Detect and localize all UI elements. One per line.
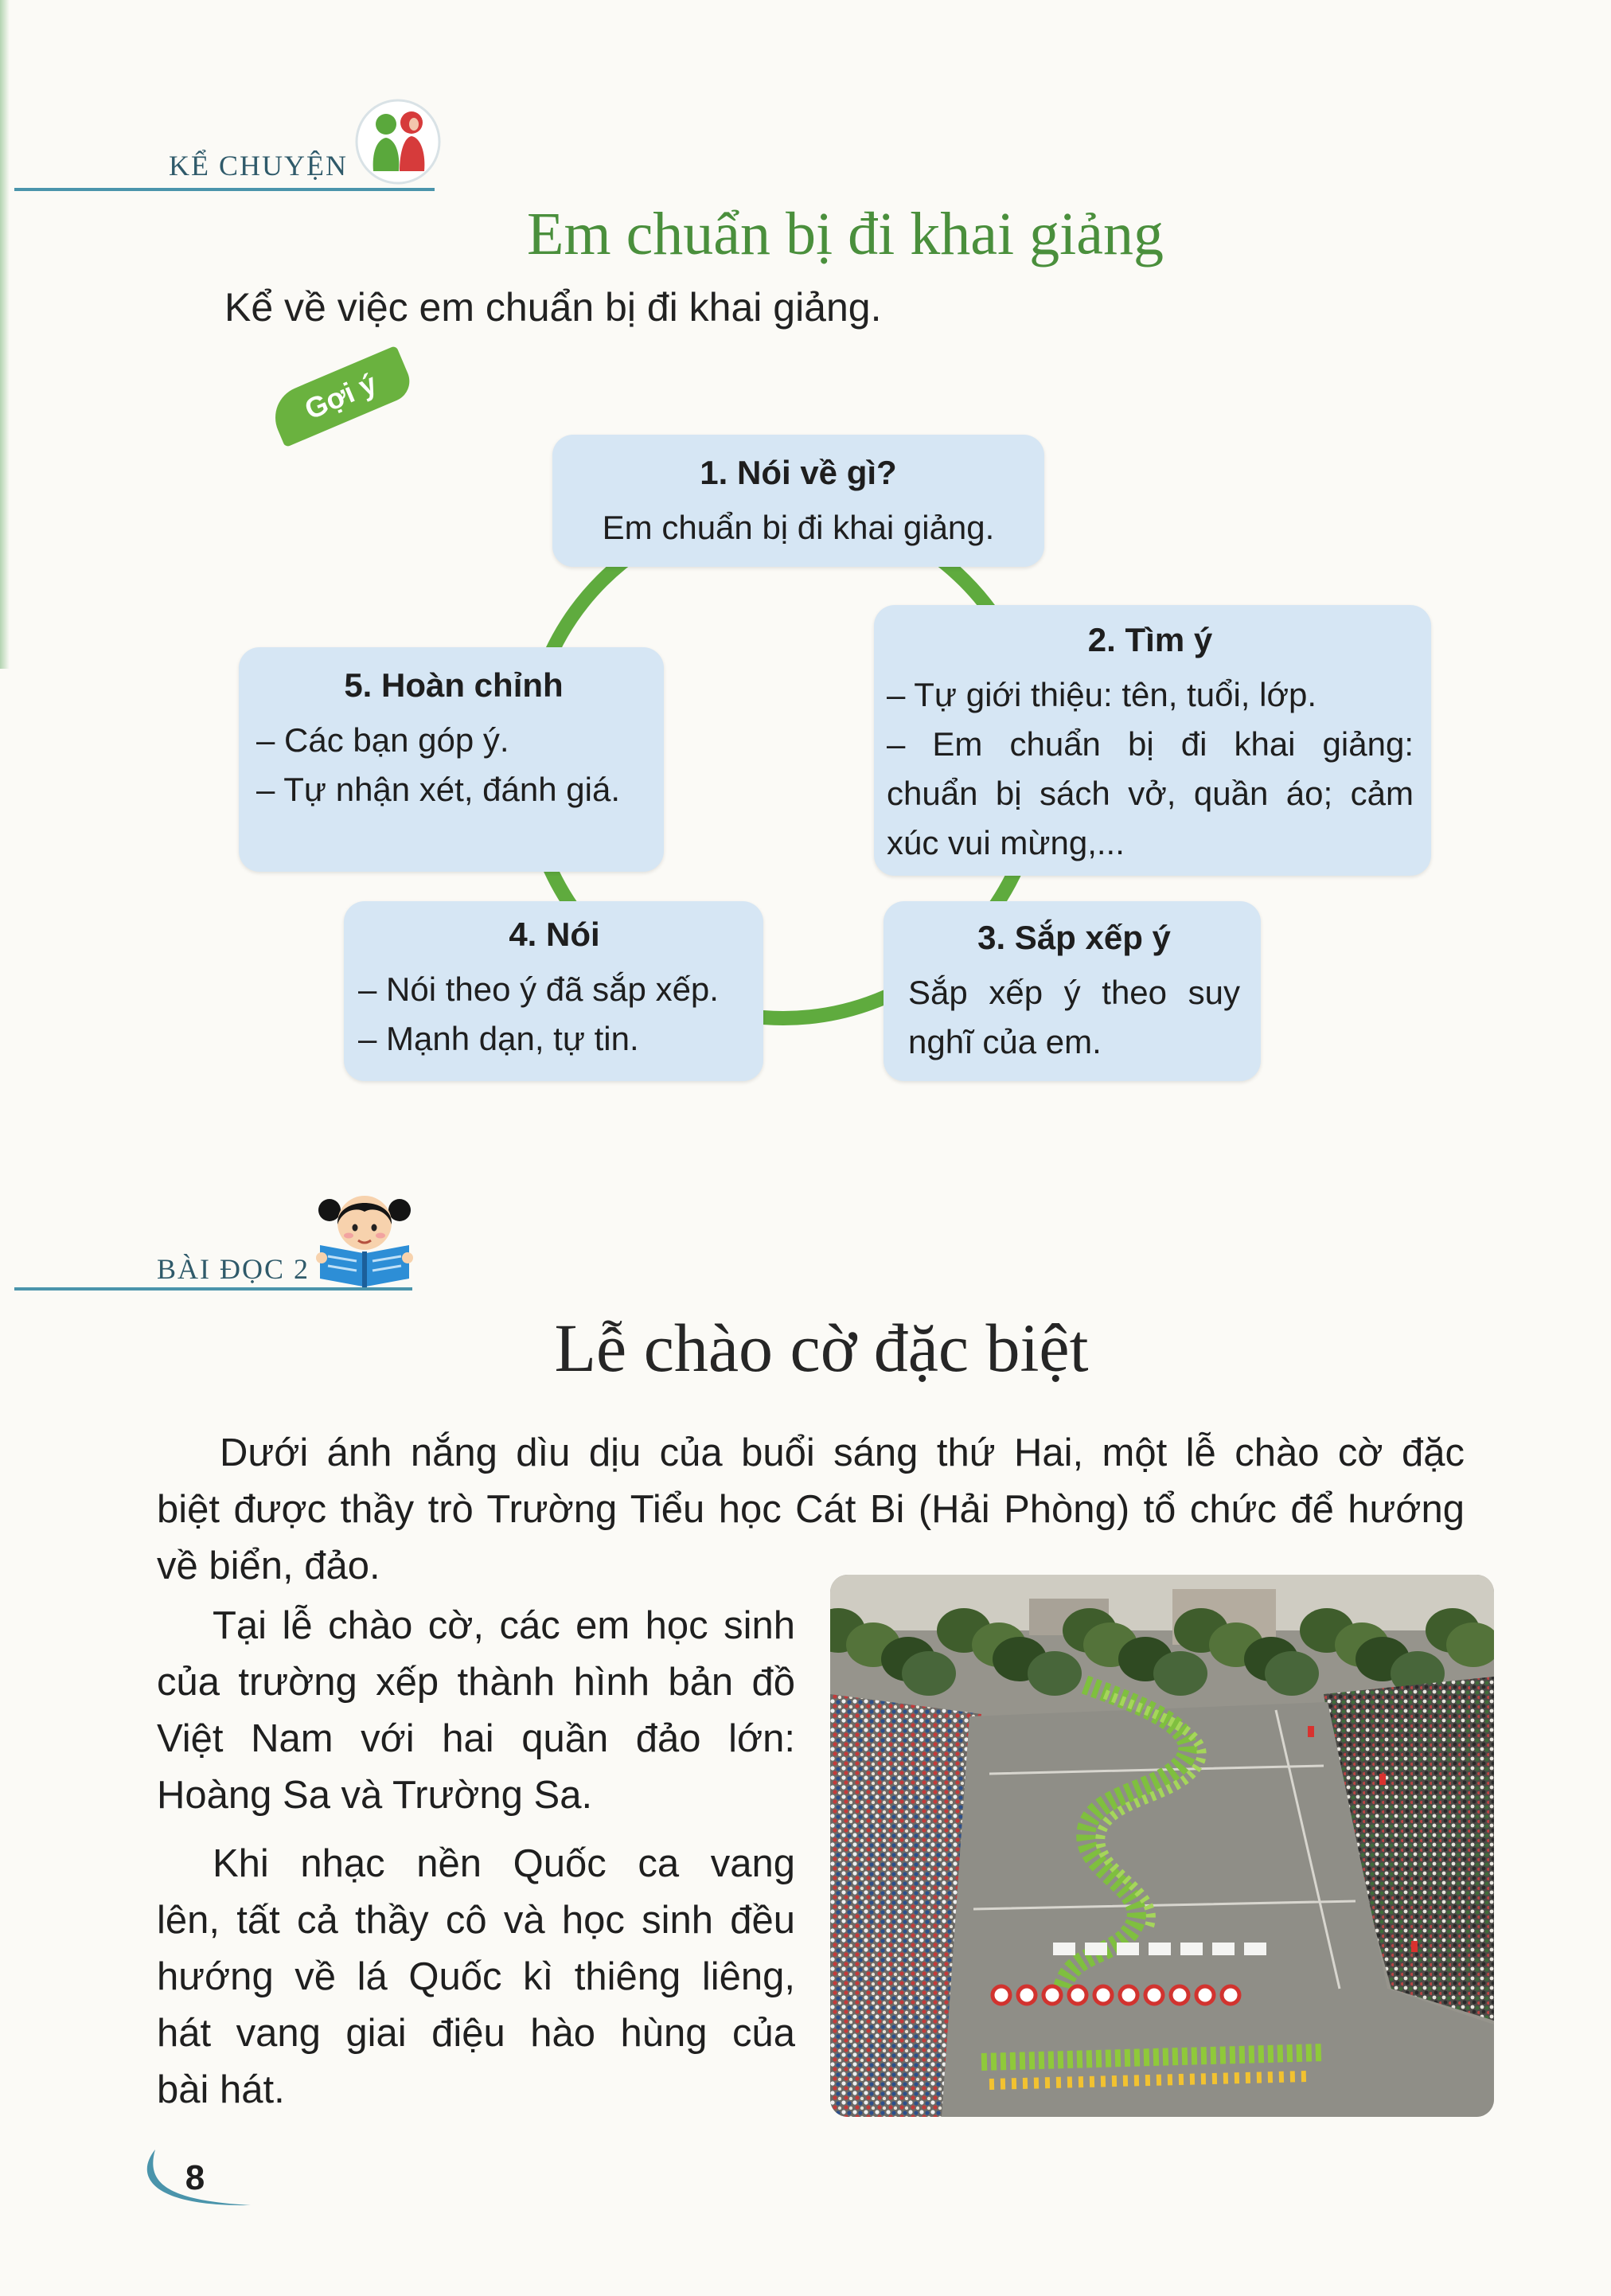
photo-tree	[1265, 1651, 1319, 1696]
step-box-5	[239, 647, 664, 872]
step-line: – Mạnh dạn, tự tin.	[358, 1020, 639, 1057]
step-box-2	[874, 605, 1431, 876]
photo-sign	[1244, 1943, 1266, 1955]
step-line: Sắp xếp ý theo suy	[908, 974, 1240, 1011]
step-title: 1. Nói về gì?	[700, 454, 897, 491]
paragraph-line: Khi nhạc nền Quốc ca vang	[213, 1842, 795, 1885]
step-line: – Tự giới thiệu: tên, tuổi, lớp.	[887, 676, 1317, 713]
two-people-talking-icon-graphic	[354, 98, 442, 185]
step-line: – Các bạn góp ý.	[256, 721, 509, 759]
step-box-3	[884, 901, 1261, 1081]
step-line: Em chuẩn bị đi khai giảng.	[602, 509, 995, 546]
girl-reading-book-icon	[315, 1183, 414, 1288]
paragraph-line: bài hát.	[157, 2068, 285, 2111]
step-line: – Em chuẩn bị đi khai giảng:	[887, 725, 1414, 763]
step-title: 3. Sắp xếp ý	[977, 919, 1171, 956]
photo-tree	[902, 1651, 956, 1696]
hint-badge-label: Gợi ý	[299, 366, 381, 426]
paragraph-line: Dưới ánh nắng dìu dịu của buổi sáng thứ Hai, một lễ chào cờ đặc	[220, 1431, 1465, 1474]
two-people-talking-icon	[354, 98, 442, 185]
step-title: 4. Nói	[509, 916, 600, 953]
photo-ring-sign	[1120, 1986, 1137, 2004]
hint-badge	[266, 346, 416, 447]
photo-sign	[1053, 1943, 1075, 1955]
paragraph-1	[157, 1425, 1465, 1595]
story-prompt: Kể về việc em chuẩn bị đi khai giảng.	[224, 285, 882, 330]
step-box-1	[552, 435, 1044, 567]
photo-sign	[1085, 1943, 1107, 1955]
photo-flag	[1411, 1941, 1418, 1952]
paragraph-line: Việt Nam với hai quần đảo lớn:	[157, 1717, 795, 1760]
step-line: – Tự nhận xét, đánh giá.	[256, 771, 620, 808]
girl-reading-book-icon-graphic	[315, 1183, 414, 1288]
photo-sign	[1180, 1943, 1203, 1955]
page-number: 8	[185, 2158, 205, 2197]
photo-flag	[1308, 1726, 1314, 1737]
flag-ceremony-photo	[830, 1575, 1494, 2117]
photo-sign	[1117, 1943, 1139, 1955]
paragraph-3	[157, 1836, 795, 2118]
photo-ring-sign	[1196, 1986, 1214, 2004]
photo-ring-sign	[1171, 1986, 1188, 2004]
paragraph-line: Tại lễ chào cờ, các em học sinh	[213, 1604, 795, 1647]
step-line: chuẩn bị sách vở, quần áo; cảm	[887, 775, 1414, 812]
reading-title: Lễ chào cờ đặc biệt	[554, 1310, 1089, 1386]
photo-ring-sign	[1069, 1986, 1086, 2004]
photo-ring-sign	[1018, 1986, 1036, 2004]
photo-ring-sign	[1222, 1986, 1239, 2004]
section-label-reading: BÀI ĐỌC 2	[157, 1253, 310, 1285]
paragraph-2	[157, 1598, 795, 1824]
step-title: 5. Hoàn chỉnh	[344, 666, 564, 704]
photo-student-row	[989, 2076, 1308, 2084]
paragraph-line: hướng về lá Quốc kì thiêng liêng,	[157, 1955, 795, 1998]
photo-tree	[1153, 1651, 1207, 1696]
section-label-story: KỂ CHUYỆN	[169, 150, 348, 182]
paragraph-line: Hoàng Sa và Trường Sa.	[157, 1774, 593, 1817]
paragraph-line: biệt được thầy trò Trường Tiểu học Cát Bi (Hải Phòng) tổ chức để hướng	[157, 1488, 1465, 1531]
photo-sky	[830, 1575, 1494, 1630]
section-rule-story	[14, 188, 435, 191]
photo-flag	[1379, 1774, 1386, 1785]
step-line: nghĩ của em.	[908, 1023, 1102, 1060]
paragraph-line: về biển, đảo.	[157, 1544, 380, 1587]
photo-ring-sign	[1145, 1986, 1163, 2004]
photo-ring-sign	[1043, 1986, 1061, 2004]
paragraph-line: của trường xếp thành hình bản đồ	[157, 1661, 795, 1704]
photo-sign	[1149, 1943, 1171, 1955]
step-title: 2. Tìm ý	[1087, 621, 1213, 658]
step-line: xúc vui mừng,...	[887, 824, 1125, 861]
photo-signs	[1053, 1943, 1266, 1955]
step-line: – Nói theo ý đã sắp xếp.	[358, 970, 719, 1008]
photo-ring-sign	[993, 1986, 1010, 2004]
paragraph-line: hát vang giai điệu hào hùng của	[157, 2012, 795, 2055]
photo-sign	[1212, 1943, 1235, 1955]
step-box-4	[344, 901, 763, 1081]
story-title: Em chuẩn bị đi khai giảng	[527, 201, 1164, 267]
photo-tree	[1028, 1651, 1082, 1696]
page-edge-strip	[0, 0, 10, 669]
photo-ring-sign	[1094, 1986, 1112, 2004]
flag-ceremony-photo-graphic	[830, 1575, 1494, 2117]
paragraph-line: lên, tất cả thầy cô và học sinh đều	[157, 1899, 795, 1942]
